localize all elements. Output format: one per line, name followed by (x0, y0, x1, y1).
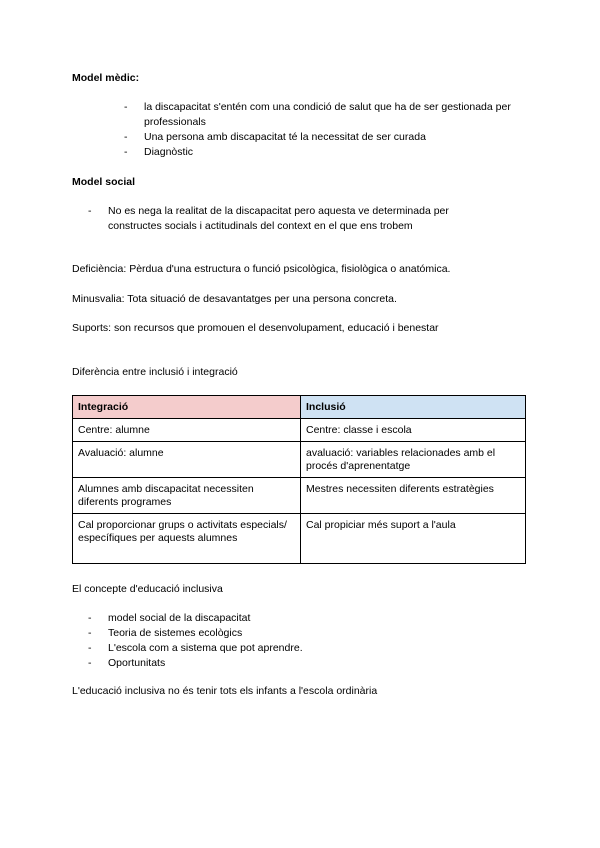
table-cell: Avaluació: alumne (73, 442, 301, 478)
dash-bullet: - (88, 612, 92, 624)
dash-bullet: - (88, 627, 92, 639)
inclusive-intro: El concepte d'educació inclusiva (72, 583, 223, 595)
dash-bullet: - (124, 131, 128, 143)
table-cell: Centre: alumne (73, 419, 301, 442)
table-cell: Cal propiciar més suport a l'aula (301, 514, 526, 564)
table-row (73, 419, 526, 442)
table-row (73, 478, 526, 514)
dash-bullet: - (88, 205, 92, 217)
table-cell: Centre: classe i escola (301, 419, 526, 442)
definition-suports: Suports: son recursos que promouen el desenvolupament, educació i benestar (72, 322, 439, 334)
table-cell: avaluació: variables relacionades amb el procés d'aprenentatge (301, 442, 526, 478)
comparison-table (72, 395, 526, 564)
list-item: - Una persona amb discapacitat té la necessitat de ser curada (124, 131, 426, 143)
medical-model-list (124, 100, 524, 160)
header-integracio: Integració (73, 396, 301, 419)
table-cell: Mestres necessiten diferents estratègies (301, 478, 526, 514)
table-header-row (73, 396, 526, 419)
definition-minusvalia: Minusvalia: Tota situació de desavantatges per una persona concreta. (72, 293, 397, 305)
list-item: - la discapacitat s'entén com una condició de salut que ha de ser gestionada per professionals (124, 101, 511, 128)
list-item: - Diagnòstic (124, 146, 194, 158)
list-item: - Teoria de sistemes ecològics (88, 627, 243, 639)
table-row (73, 442, 526, 478)
closing-statement: L'educació inclusiva no és tenir tots els infants a l'escola ordinària (72, 685, 378, 697)
social-model-list (88, 204, 488, 234)
list-item: - L'escola com a sistema que pot aprendre. (88, 642, 303, 654)
table-row (73, 514, 526, 564)
table-cell: Alumnes amb discapacitat necessiten diferents programes (73, 478, 301, 514)
inclusive-list (88, 611, 488, 671)
dash-bullet: - (124, 101, 128, 113)
social-model-heading: Model social (72, 176, 136, 188)
dash-bullet: - (88, 642, 92, 654)
dash-bullet: - (124, 146, 128, 158)
definition-deficiencia: Deficiència: Pèrdua d'una estructura o funció psicològica, fisiològica o anatómica. (72, 263, 451, 275)
dash-bullet: - (88, 657, 92, 669)
header-inclusio: Inclusió (301, 396, 526, 419)
table-intro: Diferència entre inclusió i integració (72, 366, 238, 378)
list-item: - model social de la discapacitat (88, 612, 251, 624)
table-cell: Cal proporcionar grups o activitats especials/ específiques per aquests alumnes (73, 514, 301, 564)
list-item: - Oportunitats (88, 657, 166, 669)
medical-model-heading: Model mèdic: (72, 72, 140, 84)
list-item: - No es nega la realitat de la discapacitat pero aquesta ve determinada per constructes socials i actitudinals del context en el que ens trobem (88, 205, 449, 232)
